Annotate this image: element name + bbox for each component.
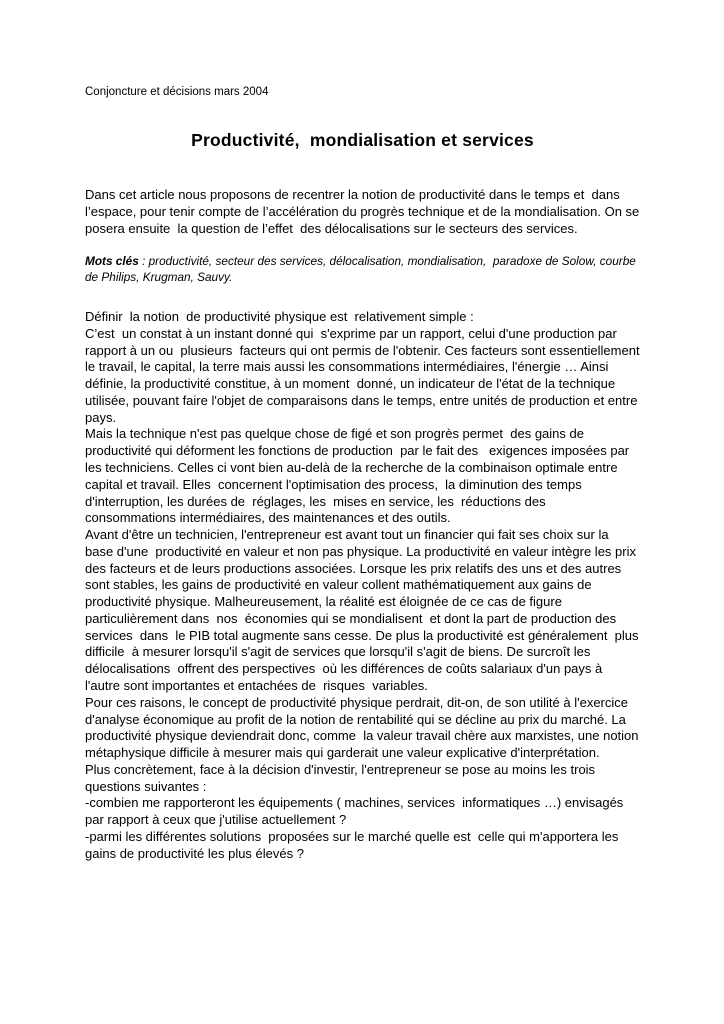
body-paragraph: Pour ces raisons, le concept de productivité physique perdrait, dit-on, de son utilité à l'exercice d'analyse économique au profit de la notion de rentabilité qui se décline au prix du marché. La productivité physique deviendrait donc, comme la valeur travail chère aux marxistes, une notion métaphysique difficile à mesurer mais qui garderait une valeur explicative d'interprétation. [85,694,643,761]
keywords-line [85,254,640,285]
body-paragraph: Avant d'être un technicien, l'entrepreneur est avant tout un financier qui fait ses choix sur la base d'une productivité en valeur et non pas physique. La productivité en valeur intègre les prix des facteurs et de leurs productions associées. Lorsque les prix relatifs des uns et des autres sont stables, les gains de productivité en valeur collent mathématiquement aux gains de productivité physique. Malheureusement, la réalité est éloignée de ce cas de figure particulièrement dans nos économies qui se mondialisent et dont la part de production des services dans le PIB total augmente sans cesse. De plus la productivité est généralement plus difficile à mesurer lorsqu'il s'agit de services que lorsqu'il s'agit de biens. De surcroît les délocalisations offrent des perspectives où les différences de coûts salariaux d'un pays à l'autre sont importantes et entachées de risques variables. [85,527,643,693]
body-paragraph: -parmi les différentes solutions proposées sur le marché quelle est celle qui m'apportera les gains de productivité les plus élevés ? [85,828,622,861]
document-title: Productivité, mondialisation et services [191,129,534,150]
body-paragraph: -combien me rapporteront les équipements ( machines, services informatiques …) envisagés par rapport à ceux que j'utilise actuellement ? [85,795,627,828]
abstract-paragraph: Dans cet article nous proposons de recentrer la notion de productivité dans le temps et dans l’espace, pour tenir compte de l’accélération du progrès technique et de la mondialisation. On se posera ensuite la question de l’effet des délocalisations sur le secteurs des services. [85,186,643,236]
keywords-label: Mots clés [85,254,139,269]
body-paragraph: Mais la technique n'est pas quelque chose de figé et son progrès permet des gains de productivité qui déforment les fonctions de production par le fait des exigences imposées par les techniciens. Celles ci vont bien au-delà de la recherche de la combinaison optimale entre capital et travail. Elles concernent l'optimisation des process, la diminution des temps d'interruption, les durées de réglages, les mises en service, les réductions des consommations intermédiaires, des maintenances et des outils. [85,426,633,526]
body-paragraph: Plus concrètement, face à la décision d'investir, l'entrepreneur se pose au moins les trois questions suivantes : [85,761,603,794]
running-header: Conjoncture et décisions mars 2004 [85,86,269,98]
keywords-text: : productivité, secteur des services, délocalisation, mondialisation, paradoxe de Solow, courbe de Philips, Krugman, Sauvy. [85,254,640,284]
body-paragraph: C’est un constat à un instant donné qui s'exprime par un rapport, celui d'une production par rapport à un ou plusieurs facteurs qui ont permis de l'obtenir. Ces facteurs sont essentiellement le travail, le capital, la terre mais aussi les consommations intermédiaires, l'énergie … Ainsi définie, la productivité constitue, à un moment donné, un indicateur de l'état de la technique utilisée, pouvant faire l'objet de comparaisons dans le temps, entre unités de production et entre pays. [85,325,644,425]
document-body [85,309,644,862]
body-paragraph: Définir la notion de productivité physique est relativement simple : [85,309,474,325]
